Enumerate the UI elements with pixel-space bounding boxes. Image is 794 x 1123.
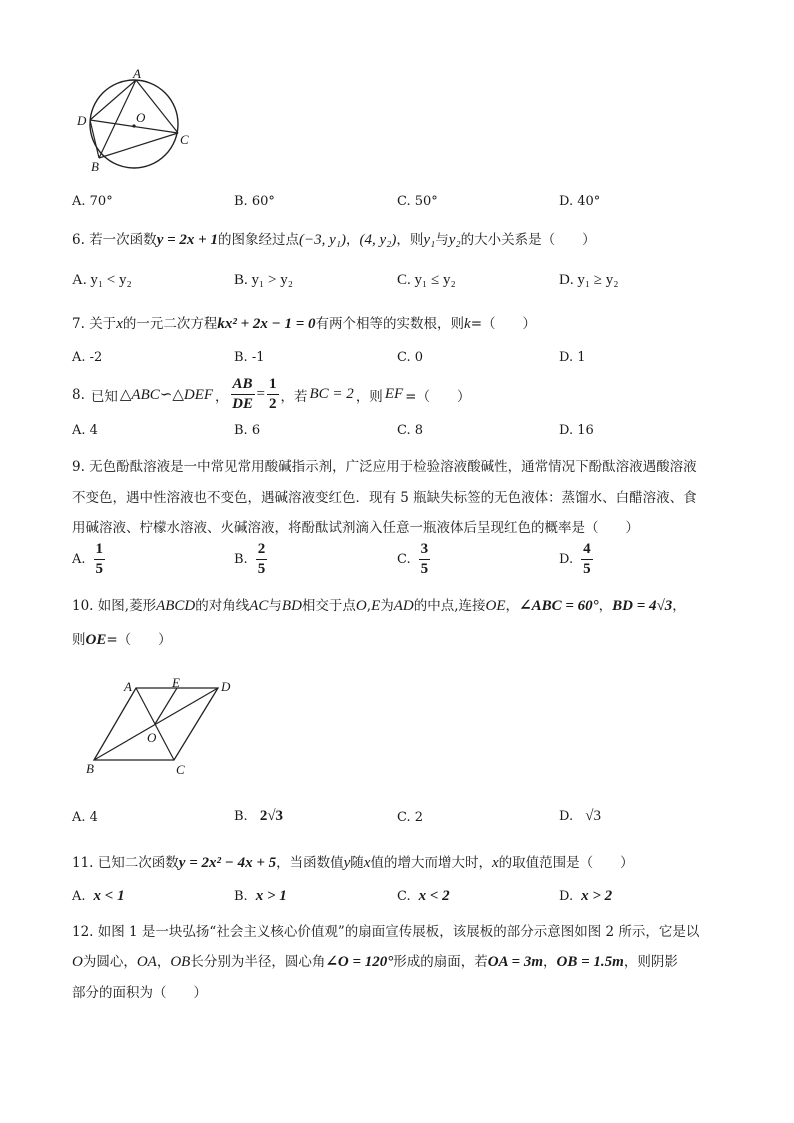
q7-stem [72,312,536,333]
q10-option-c: C. 2 [397,810,424,825]
q5-label-B: B [91,159,99,174]
q8-equals: = [256,386,266,402]
q6-option-b: B. y₁ > y₂ [234,272,293,288]
q12-ob: OB [170,954,191,970]
q8-fraction-half [267,377,279,412]
q10-label-A: A [124,679,132,694]
q6-text3: ，则 [396,232,424,248]
q10-oe2: OE [85,632,107,648]
q7-number: 7. [72,316,85,332]
q11-d-label: D. [559,889,574,904]
q10-option-b-label: B. [234,809,248,824]
q5-option-c: C. 50° [397,194,438,209]
q6-number: 6. [72,232,85,248]
q7-equation: kx² + 2x − 1 = 0 [217,316,316,332]
q10-o: O [355,598,367,614]
q7-x: x [116,316,123,332]
q8-ef: EF [384,386,404,402]
q8-half-num: 1 [267,377,279,395]
q6-and: 与 [435,232,449,248]
q10-label-C: C [176,762,185,777]
q9-option-a-fraction [94,542,106,577]
q6-option-d: D. y₁ ≥ y₂ [559,272,619,288]
q10-text3: 与 [268,598,282,614]
q6-point1: (−3, y₁) [298,232,346,248]
q6-point2: (4, y₂) [359,232,397,248]
q8-text2: ，若 [280,388,308,405]
q6-text4: 的大小关系是（ ） [460,232,596,248]
q11-a-math: x < 1 [93,888,125,904]
q11-function: y = 2x² − 4x + 5 [178,855,277,871]
q7-text4: =（ ） [470,316,537,332]
q10-label-B: B [86,761,94,776]
q12-line3: 部分的面积为（ ） [72,985,207,1001]
q6-stem [72,228,596,249]
q12-oa: OA [136,954,157,970]
q11-b-math: x > 1 [255,888,287,904]
q9-line1: 9. 无色酚酞溶液是一中常见常用酸碱指示剂，广泛应用于检验溶液酸碱性，通常情况下酚酞溶液遇酸溶液 [72,459,697,475]
q9-option-d-fraction [581,542,593,577]
q10-label-O: O [147,730,157,745]
q9-option-d [559,542,593,577]
q9-option-a [72,542,105,577]
q12-angle: ∠O = 120° [325,954,394,970]
q10-bd: BD [281,598,302,614]
q9-option-c-label: C. [397,552,411,567]
q10-line2b: =（ ） [106,632,172,648]
q8-frac-den: DE [232,396,253,412]
q10-abcd: ABCD [156,598,196,614]
q11-b-label: B. [234,889,248,904]
q6-sep: ， [345,232,360,248]
q11-d-math: x > 2 [581,888,613,904]
q10-ac: AC [249,598,269,614]
q7-option-a: A. -2 [72,350,103,365]
q11-x: x [363,855,371,871]
q10-option-a: A. 4 [72,810,98,825]
q9-option-b [234,542,267,577]
q8-text4: =（ ） [405,388,471,405]
q10-option-b [234,808,283,825]
q10-ad: AD [393,598,414,614]
q9-line2: 不变色，遇中性溶液也不变色，遇碱溶液变红色．现有 5 瓶缺失标签的无色液体：蒸馏水、白醋溶液、食 [72,490,697,506]
q8-sep: ， [215,388,229,405]
q7-option-c: C. 0 [397,350,424,365]
q12-line2d: 长分别为半径，圆心角 [190,954,326,970]
q11-c-math: x < 2 [418,888,450,904]
q8-similar: △ABC∽△DEF [119,387,214,403]
q5-label-D: D [77,113,87,128]
q9-line3: 用碱溶液、柠檬水溶液、火碱溶液，将酚酞试剂滴入任意一瓶液体后呈现红色的概率是（ ） [72,520,639,536]
q11-a-label: A. [72,889,86,904]
q10-text9: ， [672,598,686,614]
q9-c-den: 5 [420,561,429,577]
q12-line2b: 为圆心， [82,954,137,970]
q9-option-b-label: B. [234,552,248,567]
q10-number: 10. [72,598,94,614]
q12-line1: 12. 如图 1 是一块弘扬“社会主义核心价值观”的扇面宣传展板，该展板的部分示意图如图 2 所示，它是以 [72,924,700,940]
q11-option-a [72,888,125,905]
q12-line2f: ， [543,954,557,970]
q10-text8: ， [505,598,520,614]
q9-d-num: 4 [581,542,593,560]
q9-b-num: 2 [256,542,268,560]
q8-option-b: B. 6 [234,423,261,438]
q9-c-num: 3 [419,542,431,560]
q7-option-d: D. 1 [559,350,586,365]
q7-option-b: B. -1 [234,350,265,365]
q8-half-den: 2 [269,396,277,412]
q8-option-c: C. 8 [397,423,424,438]
q11-number: 11. [72,855,94,871]
q12-o: O [72,954,83,970]
q11-text3: 随 [350,855,364,871]
q10-stem-line1 [72,594,686,615]
q5-option-a: A. 70° [72,194,113,209]
q6-y1: y₁ [423,232,436,248]
q8-text3: ，则 [355,388,383,405]
q11-text1: 已知二次函数 [97,855,179,871]
q10-text2: 的对角线 [195,598,250,614]
q9-d-den: 5 [583,561,591,577]
q5-option-d: D. 40° [559,194,601,209]
q7-k: k [464,316,471,332]
q10-option-d-math: √3 [585,808,601,824]
q11-c-label: C. [397,889,411,904]
q9-a-den: 5 [95,561,104,577]
q6-option-c: C. y₁ ≤ y₂ [397,272,456,288]
q11-x2: x [491,855,499,871]
q7-text1: 关于 [89,316,117,332]
q9-option-a-label: A. [72,552,86,567]
q11-text2: ，当函数值 [276,855,344,871]
q12-line2g: ，则阴影 [623,954,678,970]
q10-text1: 如图,菱形 [97,598,157,614]
q7-text2: 的一元二次方程 [122,316,218,332]
q9-option-d-label: D. [559,552,574,567]
q11-option-c [397,888,450,905]
q10-stem-line2 [72,628,172,649]
q10-sep: ， [598,598,613,614]
q8-text1: 已知 [90,388,118,405]
q12-line2e: 形成的扇面，若 [393,954,488,970]
q10-text4: 相交于点 [301,598,356,614]
q10-option-b-math: 2√3 [259,808,284,824]
q10-option-d-label: D. [559,809,574,824]
q5-label-O: O [136,110,146,125]
q12-line2 [72,950,678,971]
q10-label-D: D [221,679,231,694]
q10-bd-value: BD = 4√3 [612,598,673,614]
q6-function: y = 2x + 1 [156,232,218,248]
q12-ob-value: OB = 1.5m [556,954,624,970]
q7-text3: 有两个相等的实数根，则 [315,316,465,332]
q10-angle: ∠ABC = 60° [519,598,599,614]
q11-stem [72,851,634,872]
q8-frac-num: AB [231,377,255,395]
q12-line2c: ， [156,954,171,970]
q10-line2a: 则 [72,632,86,648]
q10-text5: , [366,598,372,614]
q12-oa-value: OA = 3m [487,954,544,970]
q5-label-A: A [133,66,141,81]
q11-text4: 值的增大而增大时， [370,855,492,871]
q8-option-d: D. 16 [559,423,594,438]
q6-text2: 的图象经过点 [217,232,299,248]
q6-option-a: A. y₁ < y₂ [72,272,132,288]
q6-text1: 若一次函数 [89,232,157,248]
q8-stem [72,377,470,412]
q9-option-c-fraction [419,542,431,577]
q9-option-c [397,542,430,577]
q10-rhombus-figure [84,676,234,776]
q9-option-b-fraction [256,542,268,577]
q10-label-E: E [172,675,180,690]
q8-fraction-ab-de [231,377,255,412]
q8-number: 8. [72,386,85,403]
q11-text5: 的取值范围是（ ） [498,855,634,871]
q5-label-C: C [180,132,189,147]
q10-text7: 的中点,连接 [413,598,486,614]
q11-option-b [234,888,287,905]
q10-oe: OE [485,598,506,614]
q10-text6: 为 [380,598,394,614]
q9-a-num: 1 [94,542,106,560]
q5-option-b: B. 60° [234,194,275,209]
q10-option-d [559,808,601,825]
q11-option-d [559,888,612,905]
q6-y2: y₂ [448,232,461,248]
q9-b-den: 5 [257,561,266,577]
q8-option-a: A. 4 [72,423,98,438]
q10-e: E [371,598,381,614]
q11-y: y [343,855,351,871]
q8-bc: BC = 2 [309,386,354,402]
